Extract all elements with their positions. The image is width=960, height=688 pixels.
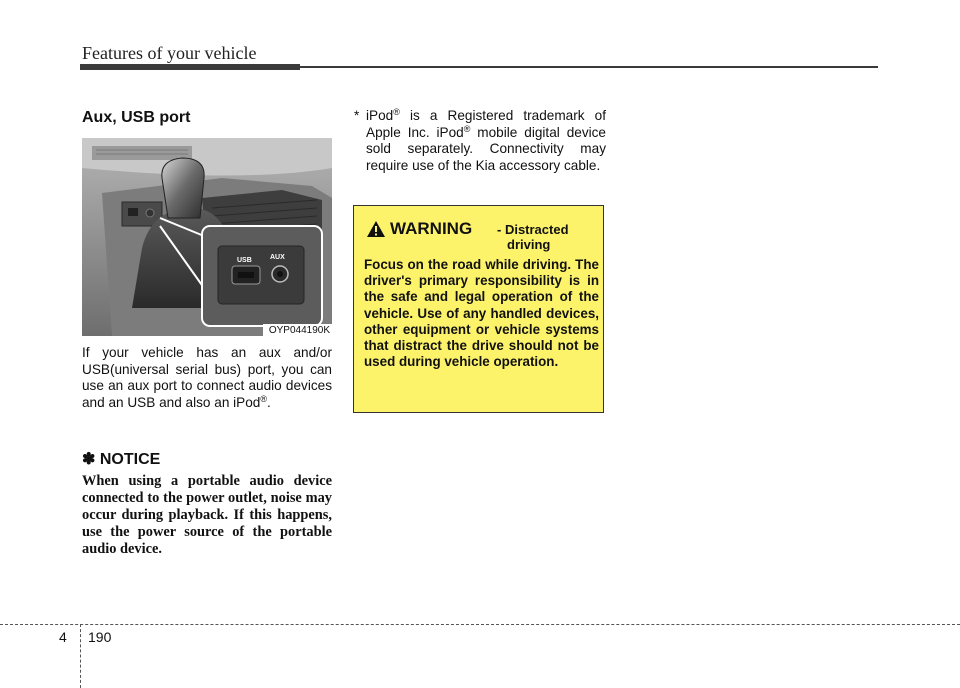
warning-label: WARNING — [390, 219, 473, 238]
trademark-part2: is a Registered trademark of Apple Inc. iPod — [366, 108, 606, 140]
body-text-end: . — [267, 394, 271, 410]
registered-mark-1: ® — [393, 107, 400, 117]
figure-code: OYP044190K — [263, 324, 332, 336]
notice-text: When using a portable audio device connected to the power outlet, noise may occur during playback. If this happens, use the power source of the portable audio device. — [82, 473, 332, 557]
console-illustration — [82, 138, 332, 336]
warning-subtitle-1: - Distracted — [497, 222, 569, 237]
warning-text: Focus on the road while driving. The driver's primary responsibility is in the safe and legal operation of the vehicle. Use of any handled devices, other equipment or vehicle systems that distract the drive should not be used during vehicle operation. — [364, 257, 599, 370]
aux-usb-description — [82, 345, 332, 411]
trademark-part3: mobile digital device sold separately. Connectivity may require use of the Kia accessory cable. — [366, 124, 606, 173]
warning-triangle-icon — [366, 220, 386, 238]
registered-mark: ® — [260, 393, 267, 404]
footer-vertical-rule — [80, 624, 81, 688]
registered-mark-2: ® — [463, 123, 471, 134]
section-title: Aux, USB port — [82, 109, 191, 126]
header-rule-thick — [80, 64, 300, 70]
trademark-text — [366, 108, 606, 174]
console-drawing — [82, 138, 332, 336]
body-text: If your vehicle has an aux and/or USB(universal serial bus) port, you can use an aux port to connect audio devices and an USB and also an iPod — [82, 345, 332, 410]
warning-subtitle-2: driving — [507, 237, 551, 252]
header-rule-thin — [300, 66, 878, 68]
warning-box — [353, 205, 604, 413]
page-header-title: Features of your vehicle — [82, 43, 257, 63]
footnote-star: * — [354, 108, 360, 123]
trademark-note — [354, 108, 606, 174]
aux-label: AUX — [270, 254, 285, 261]
notice-title: ✽ NOTICE — [82, 451, 161, 468]
chapter-number: 4 — [59, 629, 67, 645]
trademark-part1: iPod — [366, 108, 394, 123]
usb-label: USB — [237, 257, 252, 264]
page-number: 190 — [88, 629, 112, 645]
footer-rule — [0, 624, 960, 625]
